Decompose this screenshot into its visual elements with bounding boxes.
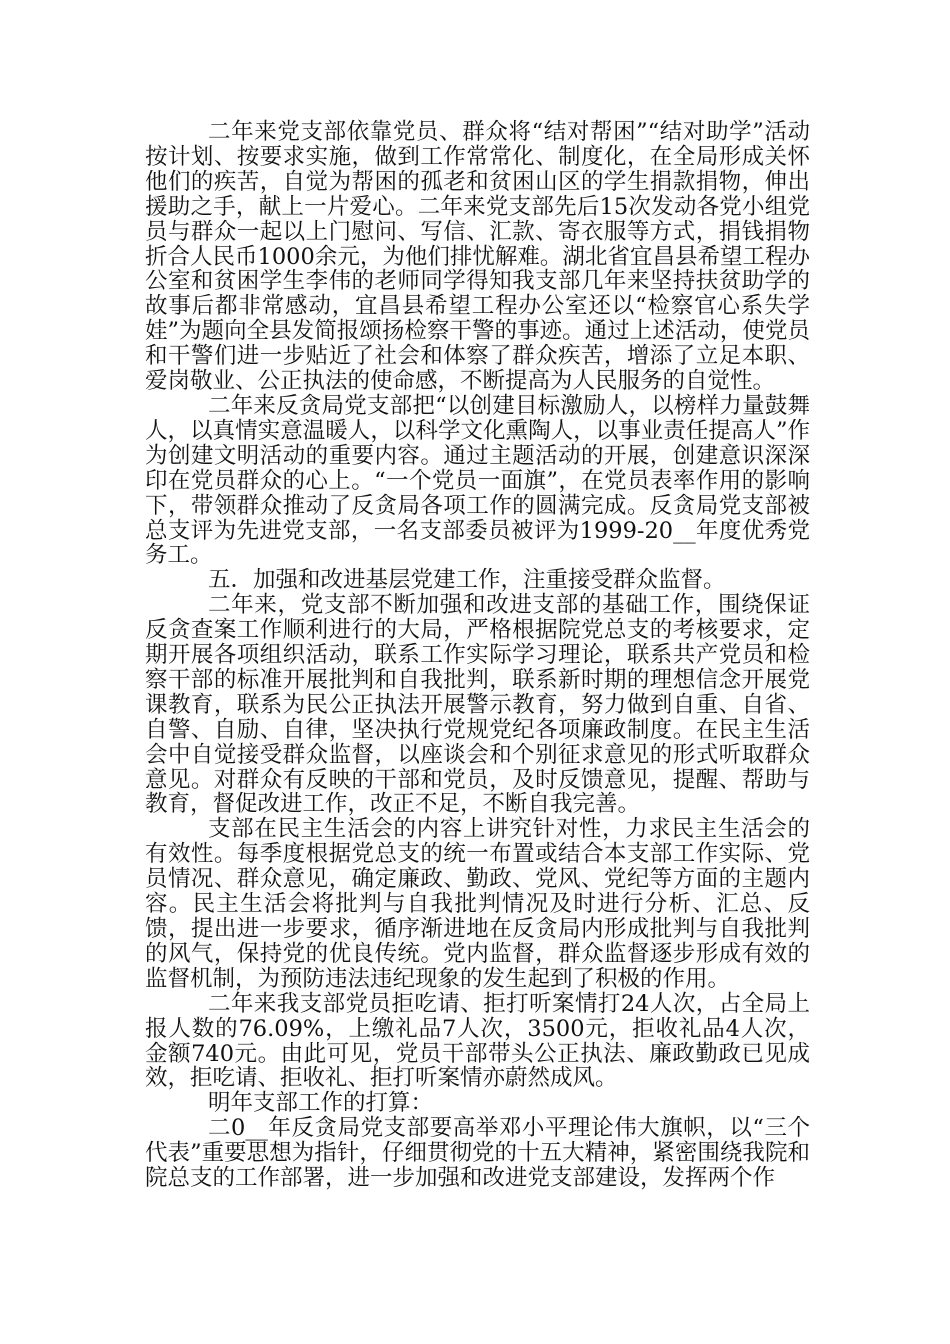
document-body [145,120,810,1191]
paragraph-integrity-statistics: 二年来我支部党员拒吃请、拒打听案情打24人次，占全局上报人数的76.09%，上缴礼品7人次，3500元，拒收礼品4人次，金额740元。由此可见，党员干部带头公正执法、廉政勤政已见成效，拒吃请、拒收礼、拒打听案情亦蔚然成风。 [145,990,810,1092]
paragraph-civilization-creation: 二年来反贪局党支部把“以创建目标激励人，以榜样力量鼓舞人，以真情实意温暖人，以科学文化熏陶人，以事业责任提高人”作为创建文明活动的重要内容。通过主题活动的开展，创建意识深深印在党员群众的心上。“一个党员一面旗”，在党员表率作用的影响下，带领群众推动了反贪局各项工作的圆满完成。反贪局党支部被总支评为先进党支部，一名支部委员被评为1999-20__年度优秀党务工。 [145,392,810,569]
paragraph-next-year-heading: 明年支部工作的打算： [208,1090,434,1117]
paragraph-party-building: 二年来，党支部不断加强和改进支部的基础工作，围绕保证反贪查案工作顺利进行的大局，严格根据院党总支的考核要求，定期开展各项组织活动，联系工作实际学习理论，联系共产党员和检察干部的标准开展批判和自我批判，联系新时期的理想信念开展党课教育，联系为民公正执法开展警示教育，努力做到自重、自省、自警、自励、自律，坚决执行党规党纪各项廉政制度。在民主生活会中自觉接受群众监督，以座谈会和个别征求意见的形式听取群众意见。对群众有反映的干部和党员，及时反馈意见，提醒、帮助与教育，督促改进工作，改正不足，不断自我完善。 [145,592,810,818]
section-heading-five: 五．加强和改进基层党建工作，注重接受群众监督。 [208,567,726,594]
paragraph-assistance-activities: 二年来党支部依靠党员、群众将“结对帮困”“结对助学”活动按计划、按要求实施，做到工作常常化、制度化，在全局形成关怀他们的疾苦，自觉为帮困的孤老和贫困山区的学生捐款捐物，伸出援助之手，献上一片爱心。二年来党支部先后15次发动各党小组党员与群众一起以上门慰问、写信、汇款、寄衣服等方式，捐钱捐物折合人民币1000余元，为他们排忧解难。湖北省宜昌县希望工程办公室和贫困学生李伟的老师同学得知我支部几年来坚持扶贫助学的故事后都非常感动，宜昌县希望工程办公室还以“检察官心系失学娃”为题向全县发简报颂扬检察干警的事迹。通过上述活动，使党员和干警们进一步贴近了社会和体察了群众疾苦，增添了立足本职、爱岗敬业、公正执法的使命感，不断提高为人民服务的自觉性。 [145,119,810,395]
paragraph-next-year-plan: 二0__年反贪局党支部要高举邓小平理论伟大旗帜，以“三个代表”重要思想为指针，仔细贯彻党的十五大精神，紧密围绕我院和院总支的工作部署，进一步加强和改进党支部建设，发挥两个作 [145,1115,810,1192]
paragraph-democratic-life-meeting: 支部在民主生活会的内容上讲究针对性，力求民主生活会的有效性。每季度根据党总支的统一布置或结合本支部工作实际、党员情况、群众意见，确定廉政、勤政、党风、党纪等方面的主题内容。民主生活会将批判与自我批判情况及时进行分析、汇总、反馈，提出进一步要求，循序渐进地在反贪局内形成批判与自我批判的风气，保持党的优良传统。党内监督，群众监督逐步形成有效的监督机制，为预防违法违纪现象的发生起到了积极的作用。 [145,816,810,992]
